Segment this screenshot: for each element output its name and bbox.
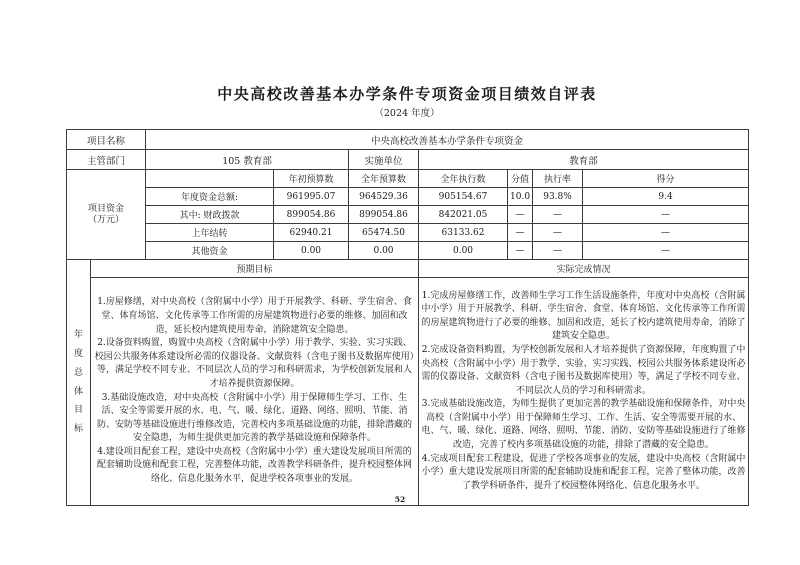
- funds-cell: 0.00: [274, 242, 349, 260]
- implementing-unit-label: 实施单位: [349, 150, 419, 170]
- actual-completion-content: [419, 278, 749, 506]
- funds-cell: —: [533, 242, 583, 260]
- actual-completion-item: 2.完成设备资料购置，为学校创新发展和人才培养提供了资源保障，年度购置了中央高校（含附属中小学）用于教学、实验、实习实践、校园公共服务体系建设所必需的仪器设备、文献资料（含电子图书及数据库使用）等，满足了学校不同专业、不同层次人员的学习和科研需求。: [421, 344, 746, 396]
- funds-row-fiscal: [67, 206, 749, 224]
- funds-cell: 899054.86: [349, 206, 419, 224]
- funds-cell: 10.0: [508, 188, 533, 206]
- project-name-value: 中央高校改善基本办学条件专项资金: [146, 130, 749, 150]
- funds-cell: 964529.36: [349, 188, 419, 206]
- expected-goal-item: 2.设备资料购置，购置中央高校（含附属中小学）用于教学、实验、实习实践、校园公共服务体系建设所必需的仪器设备、文献资料（含电子图书及数据库使用）等，满足学校不同专业、不同层次人员的学习和科研需求，为学校创新发展和人才培养提供资源保障。: [94, 338, 415, 389]
- department-row: [67, 150, 749, 170]
- funds-cell: 62940.21: [274, 224, 349, 242]
- funds-row-other: [67, 242, 749, 260]
- funds-cell: —: [508, 206, 533, 224]
- funds-cell: —: [583, 224, 749, 242]
- funds-col-header-annual-budget: 全年预算数: [349, 170, 419, 188]
- self-evaluation-table: [66, 129, 749, 506]
- funds-col-header-score-weight: 分值: [508, 170, 533, 188]
- funds-side-label: [67, 170, 146, 260]
- implementing-unit-value: 教育部: [419, 150, 749, 170]
- funds-cell: 0.00: [349, 242, 419, 260]
- document-body: [66, 84, 748, 506]
- funds-row-label: 年度资金总额:: [146, 188, 274, 206]
- funds-row-label: 上年结转: [146, 224, 274, 242]
- expected-goal-item: 3.基础设施改造，对中央高校（含附属中小学）用于保障师生学习、工作、生活、安全等需要开展的水、电、气、暖、绿化、道路、网络、照明、节能、消防、安防等基础设施进行维修改造，完善校内多项基础设施的功能，排除潜藏的安全隐患，为师生提供更加完善的教学基础设施和保障条件。: [97, 392, 413, 444]
- funds-corner-cell: [146, 170, 274, 188]
- page-title: 中央高校改善基本办学条件专项资金项目绩效自评表: [217, 85, 597, 103]
- project-name-label: 项目名称: [67, 130, 146, 150]
- funds-cell: —: [533, 224, 583, 242]
- page-subtitle: （2024 年度）: [374, 108, 440, 119]
- funds-cell: —: [508, 224, 533, 242]
- funds-cell: —: [583, 206, 749, 224]
- actual-completion-item: 1.完成房屋修缮工作，改善师生学习工作生活设施条件，年度对中央高校（含附属中小学）用于开展教学、科研、学生宿舍、食堂、体育场馆、文化传承等工作所需的房屋建筑物进行了必要的维修、加固和改造，延长了校内建筑使用寿命，消除了建筑安全隐患。: [421, 290, 746, 342]
- funds-cell: 65474.50: [349, 224, 419, 242]
- goals-content-row: [67, 278, 749, 506]
- funds-row-carryover: [67, 224, 749, 242]
- funds-cell: 0.00: [419, 242, 508, 260]
- funds-col-header-execution-rate: 执行率: [533, 170, 583, 188]
- funds-col-header-annual-execution: 全年执行数: [419, 170, 508, 188]
- funds-cell: 899054.86: [274, 206, 349, 224]
- department-value: 105 教育部: [146, 150, 349, 170]
- funds-row-label: 其中: 财政拨款: [146, 206, 274, 224]
- funds-cell: —: [533, 206, 583, 224]
- actual-completion-header: 实际完成情况: [419, 260, 749, 278]
- expected-goal-header: 预期目标: [91, 260, 419, 278]
- page-number: 52: [394, 495, 406, 504]
- expected-goal-content: [91, 278, 419, 506]
- funds-cell: 63133.62: [419, 224, 508, 242]
- funds-row-total: [67, 188, 749, 206]
- goals-header-row: [67, 260, 749, 278]
- funds-side-label-line1: 项目资金: [88, 203, 125, 214]
- department-label: 主管部门: [67, 150, 146, 170]
- annual-goal-side-label: [67, 260, 91, 506]
- actual-completion-item: 3.完成基础设施改造，为师生提供了更加完善的教学基础设施和保障条件，对中央高校（含附属中小学）用于保障师生学习、工作、生活、安全等需要开展的水、电、气、暖、绿化、道路、网络、照明、节能、消防、安防等基础设施进行了维修改造，完善了校内多项基础设施的功能，排除了潜藏的安全隐患。: [421, 399, 746, 451]
- funds-row-label: 其他资金: [146, 242, 274, 260]
- funds-col-header-score: 得分: [583, 170, 749, 188]
- funds-cell: 93.8%: [533, 188, 583, 206]
- funds-side-label-line2: （万元）: [88, 214, 125, 225]
- funds-cell: —: [508, 242, 533, 260]
- actual-completion-item: 4.完成项目配套工程建设，促进了学校各项事业的发展，建设中央高校（含附属中小学）重大建设发展项目所需的配套辅助设施和配套工程，完善了整体功能，改善了教学科研条件，提升了校园整体网络化、信息化服务水平。: [421, 453, 746, 491]
- expected-goal-item: 1.房屋修缮，对中央高校（含附属中小学）用于开展教学、科研、学生宿舍、食堂、体育场馆、文化传承等工作所需的房屋建筑物进行必要的维修、加固和改造，延长校内建筑使用寿命，消除建筑安全隐患。: [97, 297, 412, 335]
- funds-cell: 905154.67: [419, 188, 508, 206]
- funds-cell: 961995.07: [274, 188, 349, 206]
- funds-cell: 9.4: [583, 188, 749, 206]
- funds-header-row: [67, 170, 749, 188]
- funds-cell: 842021.05: [419, 206, 508, 224]
- expected-goal-item: 4.建设项目配套工程，建设中央高校（含附属中小学）重大建设发展项目所需的配套辅助设施和配套工程，完善整体功能，改善教学科研条件，提升校园整体网络化、信息化服务水平，促进学校各项事业的发展。: [97, 446, 413, 485]
- funds-cell: —: [583, 242, 749, 260]
- project-name-row: [67, 130, 749, 150]
- annual-goal-side-label-text: 年度总体目标: [74, 329, 84, 435]
- funds-col-header-initial-budget: 年初预算数: [274, 170, 349, 188]
